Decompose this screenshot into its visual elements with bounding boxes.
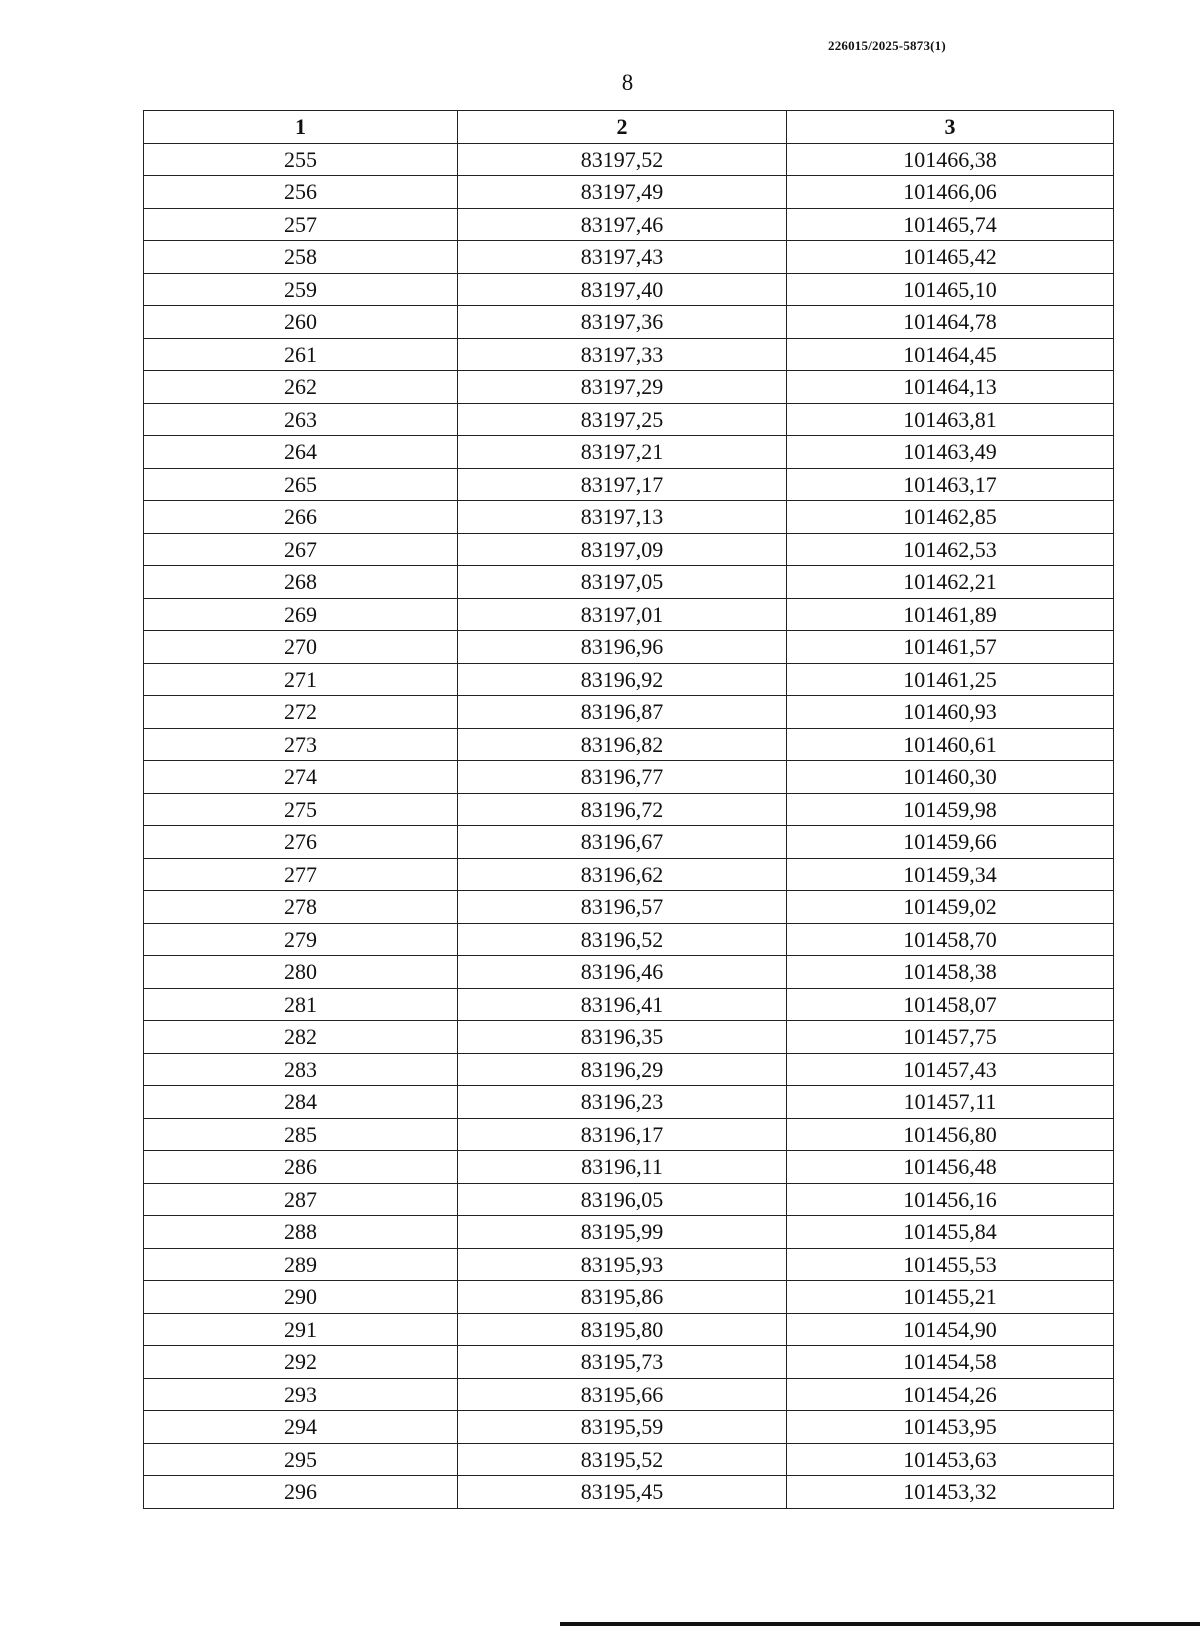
point-number-cell: 293 [144,1378,458,1411]
table-row [144,663,1114,696]
x-coordinate-cell: 83196,62 [458,858,787,891]
column-header-2: 2 [458,111,787,144]
point-number-cell: 258 [144,241,458,274]
point-number-cell: 284 [144,1086,458,1119]
table-header-row [144,111,1114,144]
y-coordinate-cell: 101455,21 [787,1281,1114,1314]
table-row [144,1053,1114,1086]
table-row [144,468,1114,501]
x-coordinate-cell: 83196,72 [458,793,787,826]
x-coordinate-cell: 83197,43 [458,241,787,274]
point-number-cell: 266 [144,501,458,534]
table-row [144,1216,1114,1249]
y-coordinate-cell: 101456,48 [787,1151,1114,1184]
table-row [144,566,1114,599]
point-number-cell: 282 [144,1021,458,1054]
table-row [144,143,1114,176]
x-coordinate-cell: 83197,25 [458,403,787,436]
x-coordinate-cell: 83196,29 [458,1053,787,1086]
y-coordinate-cell: 101456,16 [787,1183,1114,1216]
table-row [144,1183,1114,1216]
x-coordinate-cell: 83197,21 [458,436,787,469]
point-number-cell: 267 [144,533,458,566]
y-coordinate-cell: 101460,93 [787,696,1114,729]
point-number-cell: 268 [144,566,458,599]
point-number-cell: 271 [144,663,458,696]
point-number-cell: 275 [144,793,458,826]
point-number-cell: 294 [144,1411,458,1444]
y-coordinate-cell: 101465,74 [787,208,1114,241]
x-coordinate-cell: 83196,23 [458,1086,787,1119]
y-coordinate-cell: 101464,78 [787,306,1114,339]
y-coordinate-cell: 101459,66 [787,826,1114,859]
point-number-cell: 295 [144,1443,458,1476]
y-coordinate-cell: 101459,98 [787,793,1114,826]
table-row [144,1248,1114,1281]
y-coordinate-cell: 101453,95 [787,1411,1114,1444]
x-coordinate-cell: 83195,86 [458,1281,787,1314]
y-coordinate-cell: 101465,10 [787,273,1114,306]
x-coordinate-cell: 83197,33 [458,338,787,371]
document-reference-number: 226015/2025-5873(1) [828,38,946,53]
y-coordinate-cell: 101465,42 [787,241,1114,274]
y-coordinate-cell: 101459,02 [787,891,1114,924]
table-row [144,1313,1114,1346]
table-row [144,1086,1114,1119]
point-number-cell: 290 [144,1281,458,1314]
y-coordinate-cell: 101462,21 [787,566,1114,599]
y-coordinate-cell: 101458,38 [787,956,1114,989]
table-row [144,501,1114,534]
table-row [144,728,1114,761]
y-coordinate-cell: 101457,75 [787,1021,1114,1054]
point-number-cell: 277 [144,858,458,891]
table-row [144,1118,1114,1151]
table-row [144,1281,1114,1314]
table-row [144,988,1114,1021]
table-row [144,208,1114,241]
table-row [144,793,1114,826]
point-number-cell: 260 [144,306,458,339]
table-row [144,923,1114,956]
x-coordinate-cell: 83196,57 [458,891,787,924]
table-row [144,176,1114,209]
x-coordinate-cell: 83197,40 [458,273,787,306]
table-row [144,761,1114,794]
table-row [144,306,1114,339]
table-row [144,1021,1114,1054]
point-number-cell: 296 [144,1476,458,1509]
point-number-cell: 256 [144,176,458,209]
column-header-3: 3 [787,111,1114,144]
x-coordinate-cell: 83195,59 [458,1411,787,1444]
x-coordinate-cell: 83196,92 [458,663,787,696]
point-number-cell: 280 [144,956,458,989]
x-coordinate-cell: 83197,36 [458,306,787,339]
x-coordinate-cell: 83197,13 [458,501,787,534]
x-coordinate-cell: 83195,66 [458,1378,787,1411]
x-coordinate-cell: 83196,96 [458,631,787,664]
point-number-cell: 278 [144,891,458,924]
point-number-cell: 276 [144,826,458,859]
table-row [144,858,1114,891]
y-coordinate-cell: 101466,06 [787,176,1114,209]
point-number-cell: 255 [144,143,458,176]
column-header-1: 1 [144,111,458,144]
table-row [144,826,1114,859]
x-coordinate-cell: 83196,46 [458,956,787,989]
x-coordinate-cell: 83197,09 [458,533,787,566]
table-row [144,533,1114,566]
point-number-cell: 262 [144,371,458,404]
y-coordinate-cell: 101463,17 [787,468,1114,501]
table-row [144,436,1114,469]
point-number-cell: 288 [144,1216,458,1249]
point-number-cell: 265 [144,468,458,501]
point-number-cell: 261 [144,338,458,371]
table-row [144,338,1114,371]
x-coordinate-cell: 83196,87 [458,696,787,729]
y-coordinate-cell: 101460,30 [787,761,1114,794]
point-number-cell: 291 [144,1313,458,1346]
point-number-cell: 274 [144,761,458,794]
x-coordinate-cell: 83196,35 [458,1021,787,1054]
table-header [144,111,1114,144]
y-coordinate-cell: 101454,26 [787,1378,1114,1411]
table-row [144,1346,1114,1379]
table-row [144,696,1114,729]
y-coordinate-cell: 101460,61 [787,728,1114,761]
table-row [144,371,1114,404]
point-number-cell: 292 [144,1346,458,1379]
y-coordinate-cell: 101454,58 [787,1346,1114,1379]
scan-edge-line [560,1622,1200,1626]
table-row [144,956,1114,989]
table-row [144,631,1114,664]
y-coordinate-cell: 101456,80 [787,1118,1114,1151]
x-coordinate-cell: 83196,82 [458,728,787,761]
table-row [144,1411,1114,1444]
table-body [144,143,1114,1508]
point-number-cell: 270 [144,631,458,664]
table-row [144,1476,1114,1509]
y-coordinate-cell: 101457,11 [787,1086,1114,1119]
page-number: 8 [621,70,634,95]
table-row [144,403,1114,436]
x-coordinate-cell: 83196,67 [458,826,787,859]
y-coordinate-cell: 101457,43 [787,1053,1114,1086]
x-coordinate-cell: 83196,41 [458,988,787,1021]
x-coordinate-cell: 83195,99 [458,1216,787,1249]
y-coordinate-cell: 101462,85 [787,501,1114,534]
y-coordinate-cell: 101453,63 [787,1443,1114,1476]
x-coordinate-cell: 83195,93 [458,1248,787,1281]
x-coordinate-cell: 83197,01 [458,598,787,631]
y-coordinate-cell: 101454,90 [787,1313,1114,1346]
point-number-cell: 264 [144,436,458,469]
x-coordinate-cell: 83197,52 [458,143,787,176]
point-number-cell: 272 [144,696,458,729]
table-row [144,1378,1114,1411]
table-row [144,273,1114,306]
x-coordinate-cell: 83195,45 [458,1476,787,1509]
point-number-cell: 279 [144,923,458,956]
x-coordinate-cell: 83196,17 [458,1118,787,1151]
x-coordinate-cell: 83197,29 [458,371,787,404]
table-row [144,891,1114,924]
y-coordinate-cell: 101458,07 [787,988,1114,1021]
y-coordinate-cell: 101459,34 [787,858,1114,891]
y-coordinate-cell: 101455,53 [787,1248,1114,1281]
y-coordinate-cell: 101461,89 [787,598,1114,631]
point-number-cell: 273 [144,728,458,761]
table-row [144,598,1114,631]
x-coordinate-cell: 83196,11 [458,1151,787,1184]
point-number-cell: 263 [144,403,458,436]
y-coordinate-cell: 101464,45 [787,338,1114,371]
point-number-cell: 287 [144,1183,458,1216]
point-number-cell: 281 [144,988,458,1021]
point-number-cell: 259 [144,273,458,306]
y-coordinate-cell: 101455,84 [787,1216,1114,1249]
table-row [144,1443,1114,1476]
x-coordinate-cell: 83197,17 [458,468,787,501]
y-coordinate-cell: 101462,53 [787,533,1114,566]
x-coordinate-cell: 83195,52 [458,1443,787,1476]
point-number-cell: 286 [144,1151,458,1184]
x-coordinate-cell: 83197,05 [458,566,787,599]
point-number-cell: 283 [144,1053,458,1086]
y-coordinate-cell: 101453,32 [787,1476,1114,1509]
y-coordinate-cell: 101458,70 [787,923,1114,956]
point-number-cell: 289 [144,1248,458,1281]
y-coordinate-cell: 101463,81 [787,403,1114,436]
table-row [144,241,1114,274]
y-coordinate-cell: 101466,38 [787,143,1114,176]
x-coordinate-cell: 83195,80 [458,1313,787,1346]
x-coordinate-cell: 83196,05 [458,1183,787,1216]
y-coordinate-cell: 101461,25 [787,663,1114,696]
table-row [144,1151,1114,1184]
y-coordinate-cell: 101461,57 [787,631,1114,664]
point-number-cell: 285 [144,1118,458,1151]
x-coordinate-cell: 83196,77 [458,761,787,794]
y-coordinate-cell: 101464,13 [787,371,1114,404]
point-number-cell: 257 [144,208,458,241]
x-coordinate-cell: 83196,52 [458,923,787,956]
y-coordinate-cell: 101463,49 [787,436,1114,469]
point-number-cell: 269 [144,598,458,631]
x-coordinate-cell: 83197,49 [458,176,787,209]
coordinates-table [143,110,1114,1509]
x-coordinate-cell: 83197,46 [458,208,787,241]
x-coordinate-cell: 83195,73 [458,1346,787,1379]
